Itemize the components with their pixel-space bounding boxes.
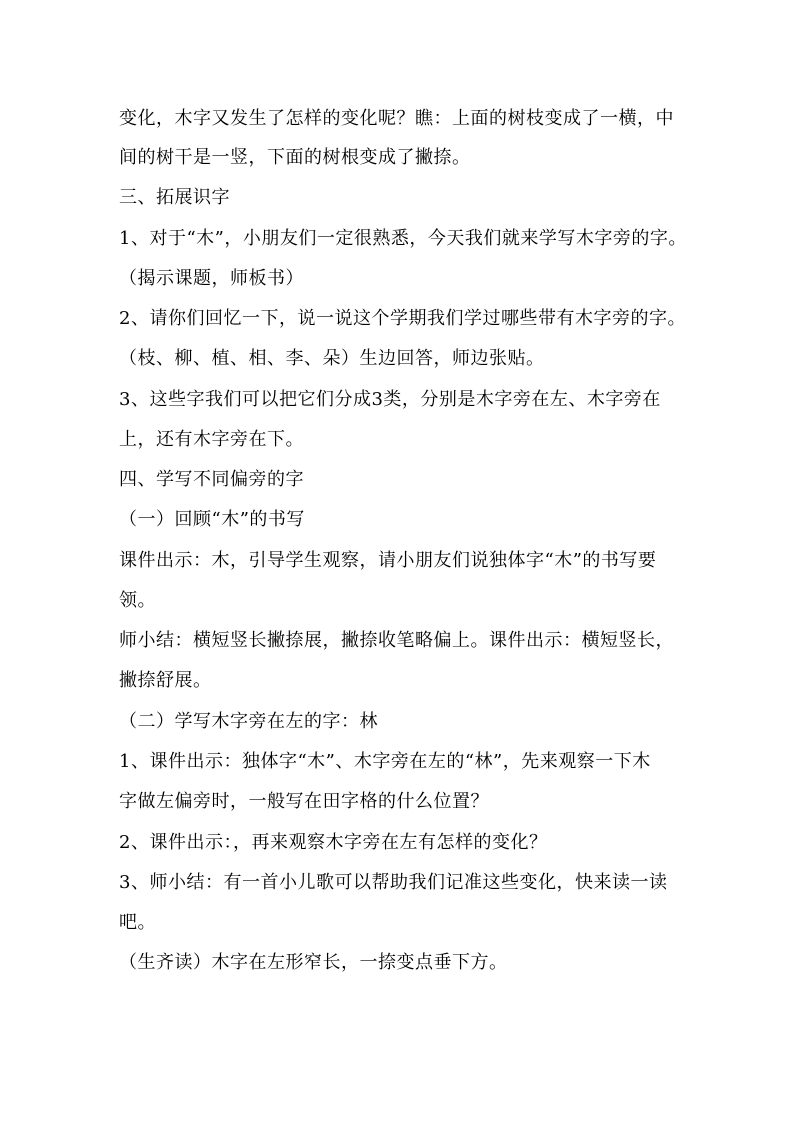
text-line: 变化，木字又发生了怎样的变化呢？瞧：上面的树枝变成了一横，中 xyxy=(119,108,674,129)
text-line: 2、请你们回忆一下，说一说这个学期我们学过哪些带有木字旁的字。 xyxy=(119,308,686,329)
text-line: 间的树干是一竖，下面的树根变成了撇捺。 xyxy=(119,147,471,168)
text-line: （揭示课题，师板书） xyxy=(119,268,304,289)
text-line: （枝、柳、植、相、李、朵）生边回答，师边张贴。 xyxy=(119,348,545,369)
text-line: 撇捺舒展。 xyxy=(119,670,212,691)
text-line: 字做左偏旁时，一般写在田字格的什么位置？ xyxy=(119,791,489,812)
subsection-heading: （一）回顾“木”的书写 xyxy=(119,509,305,530)
text-line: 1、对于“木”，小朋友们一定很熟悉，今天我们就来学写木字旁的字。 xyxy=(119,228,687,249)
section-heading: 三、拓展识字 xyxy=(119,187,230,208)
text-line: 1、课件出示：独体字“木”、木字旁在左的“林”，先来观察一下木 xyxy=(119,751,651,772)
text-line: 课件出示：木，引导学生观察，请小朋友们说独体字“木”的书写要 xyxy=(119,550,657,571)
section-heading: 四、学写不同偏旁的字 xyxy=(119,469,304,490)
text-line: 师小结：横短竖长撇捺展，撇捺收笔略偏上。课件出示：横短竖长， xyxy=(119,630,674,651)
subsection-heading: （二）学写木字旁在左的字：林 xyxy=(119,711,378,732)
text-line: 2、课件出示：，再来观察木字旁在左有怎样的变化？ xyxy=(119,832,548,853)
text-line: 领。 xyxy=(119,590,156,611)
text-line: 吧。 xyxy=(119,912,156,933)
text-line: 上，还有木字旁在下。 xyxy=(119,429,304,450)
text-line: 3、师小结：有一首小儿歌可以帮助我们记准这些变化，快来读一读 xyxy=(119,872,668,893)
text-line: （生齐读）木字在左形窄长，一捺变点垂下方。 xyxy=(119,952,508,973)
text-line: 3、这些字我们可以把它们分成3类，分别是木字旁在左、木字旁在 xyxy=(119,389,661,410)
